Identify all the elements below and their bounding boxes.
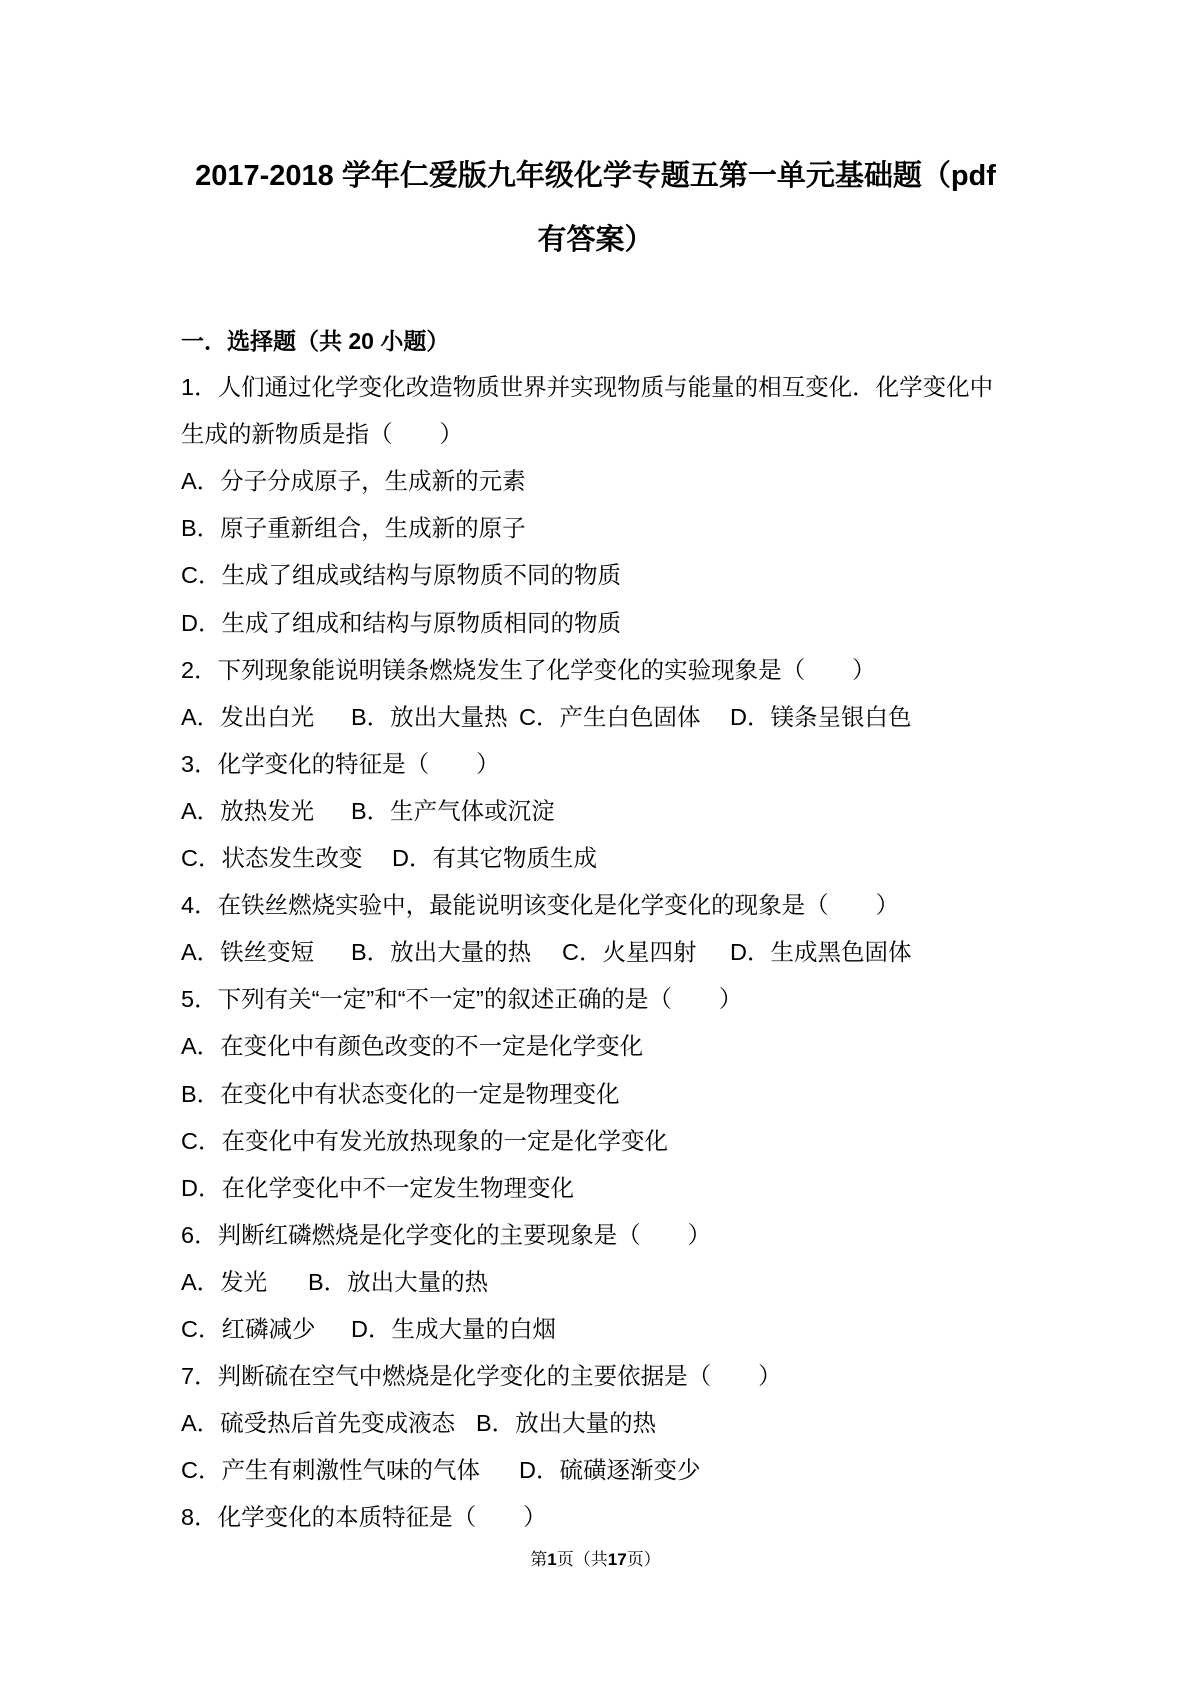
question-2-stem <box>0 647 1191 694</box>
question-stem-text: 6．判断红磷燃烧是化学变化的主要现象是（ ） <box>181 1222 712 1248</box>
option-c: C．在变化中有发光放热现象的一定是化学变化 <box>181 1128 668 1154</box>
question-7-option-row <box>0 1400 1191 1447</box>
question-stem-text: 5．下列有关“一定”和“不一定”的叙述正确的是（ ） <box>181 986 743 1012</box>
question-1-stem-line-2 <box>0 411 1191 458</box>
question-5-option-row <box>0 1118 1191 1165</box>
option-b: B．放出大量的热 <box>308 1269 489 1295</box>
question-6-stem <box>0 1212 1191 1259</box>
question-3-option-row <box>0 835 1191 882</box>
question-stem-text: 生成的新物质是指（ ） <box>181 421 463 447</box>
option-c: C．产生有刺激性气味的气体 <box>181 1457 480 1483</box>
question-4-option-row <box>0 929 1191 976</box>
option-a: A．分子分成原子，生成新的元素 <box>181 468 526 494</box>
question-2-option-row <box>0 694 1191 741</box>
question-1-option-row <box>0 600 1191 647</box>
footer-page-number: 1 <box>547 1550 557 1569</box>
option-b: B．生产气体或沉淀 <box>351 798 555 824</box>
document-title-line-2: 有答案） <box>537 224 654 256</box>
option-b: B．在变化中有状态变化的一定是物理变化 <box>181 1081 620 1107</box>
question-stem-text: 3．化学变化的特征是（ ） <box>181 751 500 777</box>
option-c: C．状态发生改变 <box>181 845 363 871</box>
option-d: D．生成黑色固体 <box>730 939 912 965</box>
question-5-option-row <box>0 1071 1191 1118</box>
question-stem-text: 4．在铁丝燃烧实验中，最能说明该变化是化学变化的现象是（ ） <box>181 892 900 918</box>
question-stem-text: 2．下列现象能说明镁条燃烧发生了化学变化的实验现象是（ ） <box>181 657 876 683</box>
question-5-option-row <box>0 1023 1191 1070</box>
option-c: C．火星四射 <box>562 939 697 965</box>
option-a: A．放热发光 <box>181 798 315 824</box>
question-stem-text: 1．人们通过化学变化改造物质世界并实现物质与能量的相互变化．化学变化中 <box>181 374 994 400</box>
option-d: D．生成了组成和结构与原物质相同的物质 <box>181 610 621 636</box>
question-6-option-row <box>0 1259 1191 1306</box>
question-6-option-row <box>0 1306 1191 1353</box>
option-d: D．生成大量的白烟 <box>351 1316 556 1342</box>
question-8-stem <box>0 1494 1191 1541</box>
option-b: B．原子重新组合，生成新的原子 <box>181 515 526 541</box>
section-heading: 一．选择题（共 20 小题） <box>181 328 450 354</box>
option-d: D．镁条呈银白色 <box>730 704 912 730</box>
question-3-option-row <box>0 788 1191 835</box>
option-d: D．在化学变化中不一定发生物理变化 <box>181 1175 574 1201</box>
question-4-stem <box>0 882 1191 929</box>
question-3-stem <box>0 741 1191 788</box>
option-b: B．放出大量热 <box>351 704 508 730</box>
footer-total-pages: 17 <box>607 1550 627 1569</box>
question-stem-text: 8．化学变化的本质特征是（ ） <box>181 1504 547 1530</box>
question-1-option-row <box>0 505 1191 552</box>
page-footer <box>0 1548 1191 1572</box>
question-1-option-row <box>0 458 1191 505</box>
option-a: A．发光 <box>181 1269 268 1295</box>
question-5-option-row <box>0 1165 1191 1212</box>
option-c: C．红磷减少 <box>181 1316 316 1342</box>
option-b: B．放出大量的热 <box>476 1410 657 1436</box>
question-7-stem <box>0 1353 1191 1400</box>
question-1-option-row <box>0 552 1191 599</box>
footer-prefix: 第 <box>530 1550 548 1569</box>
question-stem-text: 7．判断硫在空气中燃烧是化学变化的主要依据是（ ） <box>181 1363 782 1389</box>
option-a: A．发出白光 <box>181 704 315 730</box>
document-title-line-1: 2017-2018 学年仁爱版九年级化学专题五第一单元基础题（pdf <box>195 160 996 192</box>
option-d: D．硫磺逐渐变少 <box>519 1457 701 1483</box>
option-c: C．产生白色固体 <box>519 704 701 730</box>
option-d: D．有其它物质生成 <box>392 845 597 871</box>
question-7-option-row <box>0 1447 1191 1494</box>
option-a: A．硫受热后首先变成液态 <box>181 1410 456 1436</box>
footer-middle: 页（共 <box>556 1550 608 1569</box>
option-b: B．放出大量的热 <box>351 939 532 965</box>
question-1-stem-line-1 <box>0 364 1191 411</box>
question-5-stem <box>0 976 1191 1023</box>
option-a: A．在变化中有颜色改变的不一定是化学变化 <box>181 1033 644 1059</box>
footer-suffix: 页） <box>626 1550 661 1569</box>
option-c: C．生成了组成或结构与原物质不同的物质 <box>181 562 621 588</box>
option-a: A．铁丝变短 <box>181 939 315 965</box>
